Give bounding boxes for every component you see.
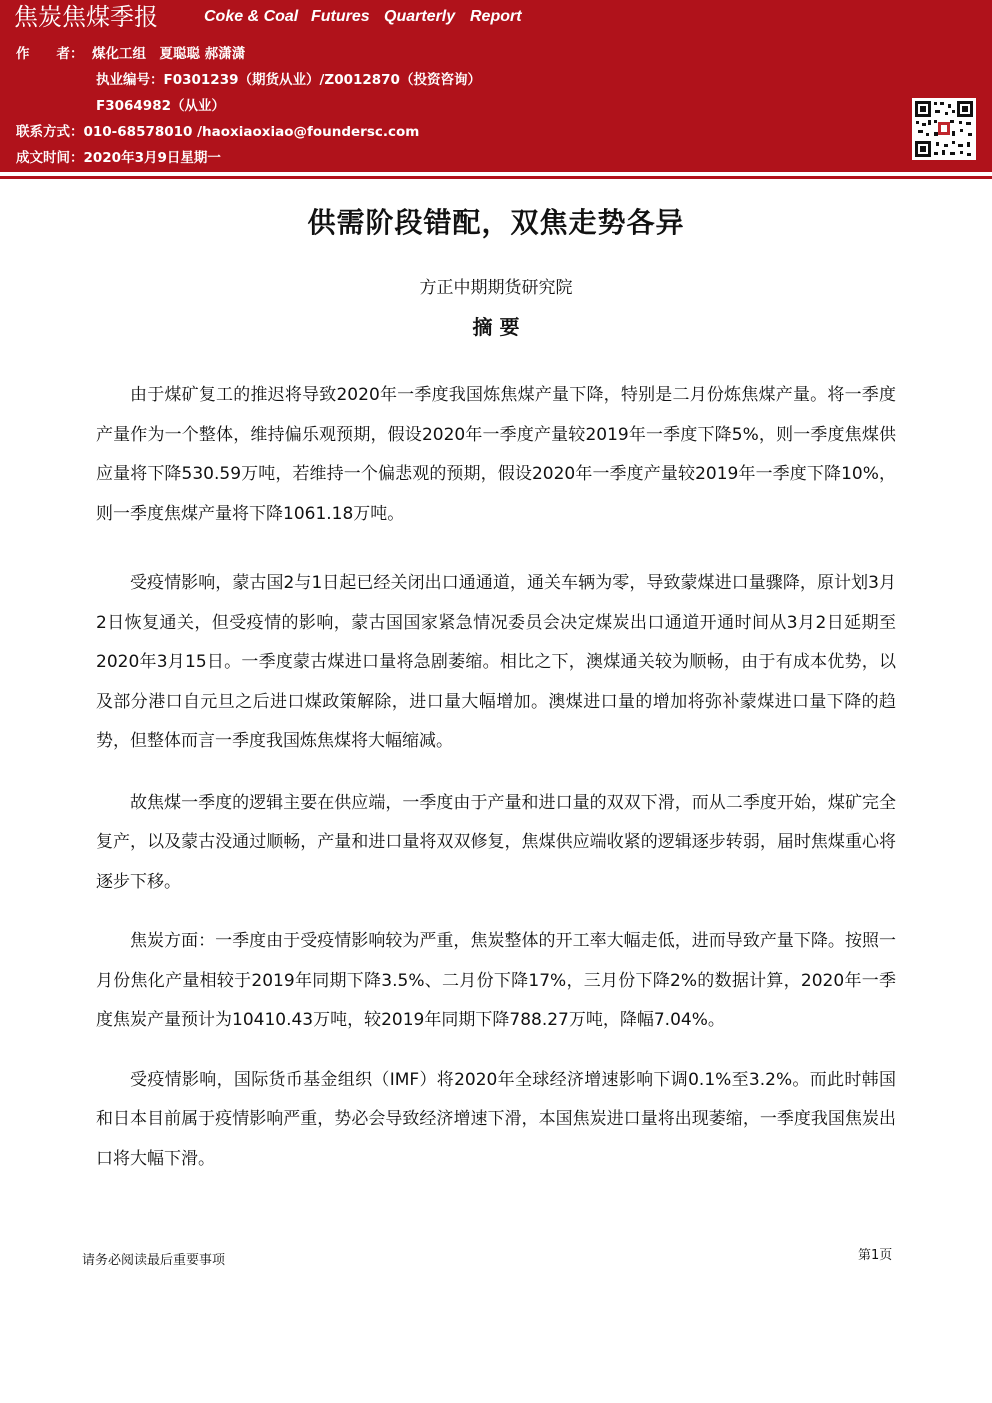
header-en-word: Coke & Coal: [204, 8, 299, 25]
report-series-title: 焦炭焦煤季报: [14, 3, 158, 31]
page-number: 第1页: [858, 1248, 893, 1263]
header-en-word: Futures: [311, 8, 370, 25]
summary-paragraph: 受疫情影响，国际货币基金组织（IMF）将2020年全球经济增速影响下调0.1%至3.2%。而此时韩国和日本目前属于疫情影响严重，势必会导致经济增速下滑，本国焦炭进口量将出现萎缩，一季度我国焦炭出口将大幅下滑。: [96, 1069, 896, 1169]
report-date: 成文时间：2020年3月9日星期一: [16, 150, 221, 166]
license-numbers-2: F3064982（从业）: [96, 98, 225, 114]
author-label: 作 者：: [16, 46, 84, 62]
summary-paragraph: 焦炭方面：一季度由于受疫情影响较为严重，焦炭整体的开工率大幅走低，进而导致产量下降。按照一月份焦化产量相较于2019年同期下降3.5%、二月份下降17%，三月份下降2%的数据计算，2020年一季度焦炭产量预计为10410.43万吨，较2019年同期下降788.27万吨，降幅7.04%。: [96, 931, 896, 1030]
report-header: [0, 0, 992, 172]
summary-paragraph: 受疫情影响，蒙古国2与1日起已经关闭出口通通道，通关车辆为零，导致蒙煤进口量骤降，原计划3月2日恢复通关，但受疫情的影响，蒙古国国家紧急情况委员会决定煤炭出口通道开通时间从3月2日延期至2020年3月15日。一季度蒙古煤进口量将急剧萎缩。相比之下，澳煤通关较为顺畅，由于有成本优势，以及部分港口自元旦之后进口煤政策解除，进口量大幅增加。澳煤进口量的增加将弥补蒙煤进口量下降的趋势，但整体而言一季度我国炼焦煤将大幅缩减。: [96, 573, 896, 751]
footer-notice: 请务必阅读最后重要事项: [82, 1253, 226, 1268]
institute-name: 方正中期期货研究院: [419, 278, 573, 298]
summary-heading: 摘 要: [472, 315, 520, 339]
qr-code-icon: [912, 98, 976, 160]
summary-body: [96, 376, 896, 1179]
header-en-word: Quarterly: [384, 8, 456, 25]
summary-paragraph: 由于煤矿复工的推迟将导致2020年一季度我国炼焦煤产量下降，特别是二月份炼焦煤产量。将一季度产量作为一个整体，维持偏乐观预期，假设2020年一季度产量较2019年一季度下降5%，则一季度焦煤供应量将下降530.59万吨，若维持一个偏悲观的预期，假设2020年一季度产量较2019年一季度下降10%，则一季度焦煤产量将下降1061.18万吨。: [96, 385, 896, 524]
license-numbers: 执业编号：F0301239（期货从业）/Z0012870（投资咨询）: [96, 72, 481, 88]
summary-paragraph: 故焦煤一季度的逻辑主要在供应端，一季度由于产量和进口量的双双下滑，而从二季度开始，煤矿完全复产，以及蒙古没通过顺畅，产量和进口量将双双修复，焦煤供应端收紧的逻辑逐步转弱，届时焦煤重心将逐步下移。: [96, 792, 896, 892]
report-title: 供需阶段错配，双焦走势各异: [307, 206, 685, 239]
header-divider: [0, 176, 992, 179]
header-en-word: Report: [470, 8, 522, 25]
contact-info[interactable]: 联系方式：010-68578010 /haoxiaoxiao@foundersc.com: [16, 124, 420, 140]
author-names: 煤化工组 夏聪聪 郝潇潇: [92, 46, 246, 62]
